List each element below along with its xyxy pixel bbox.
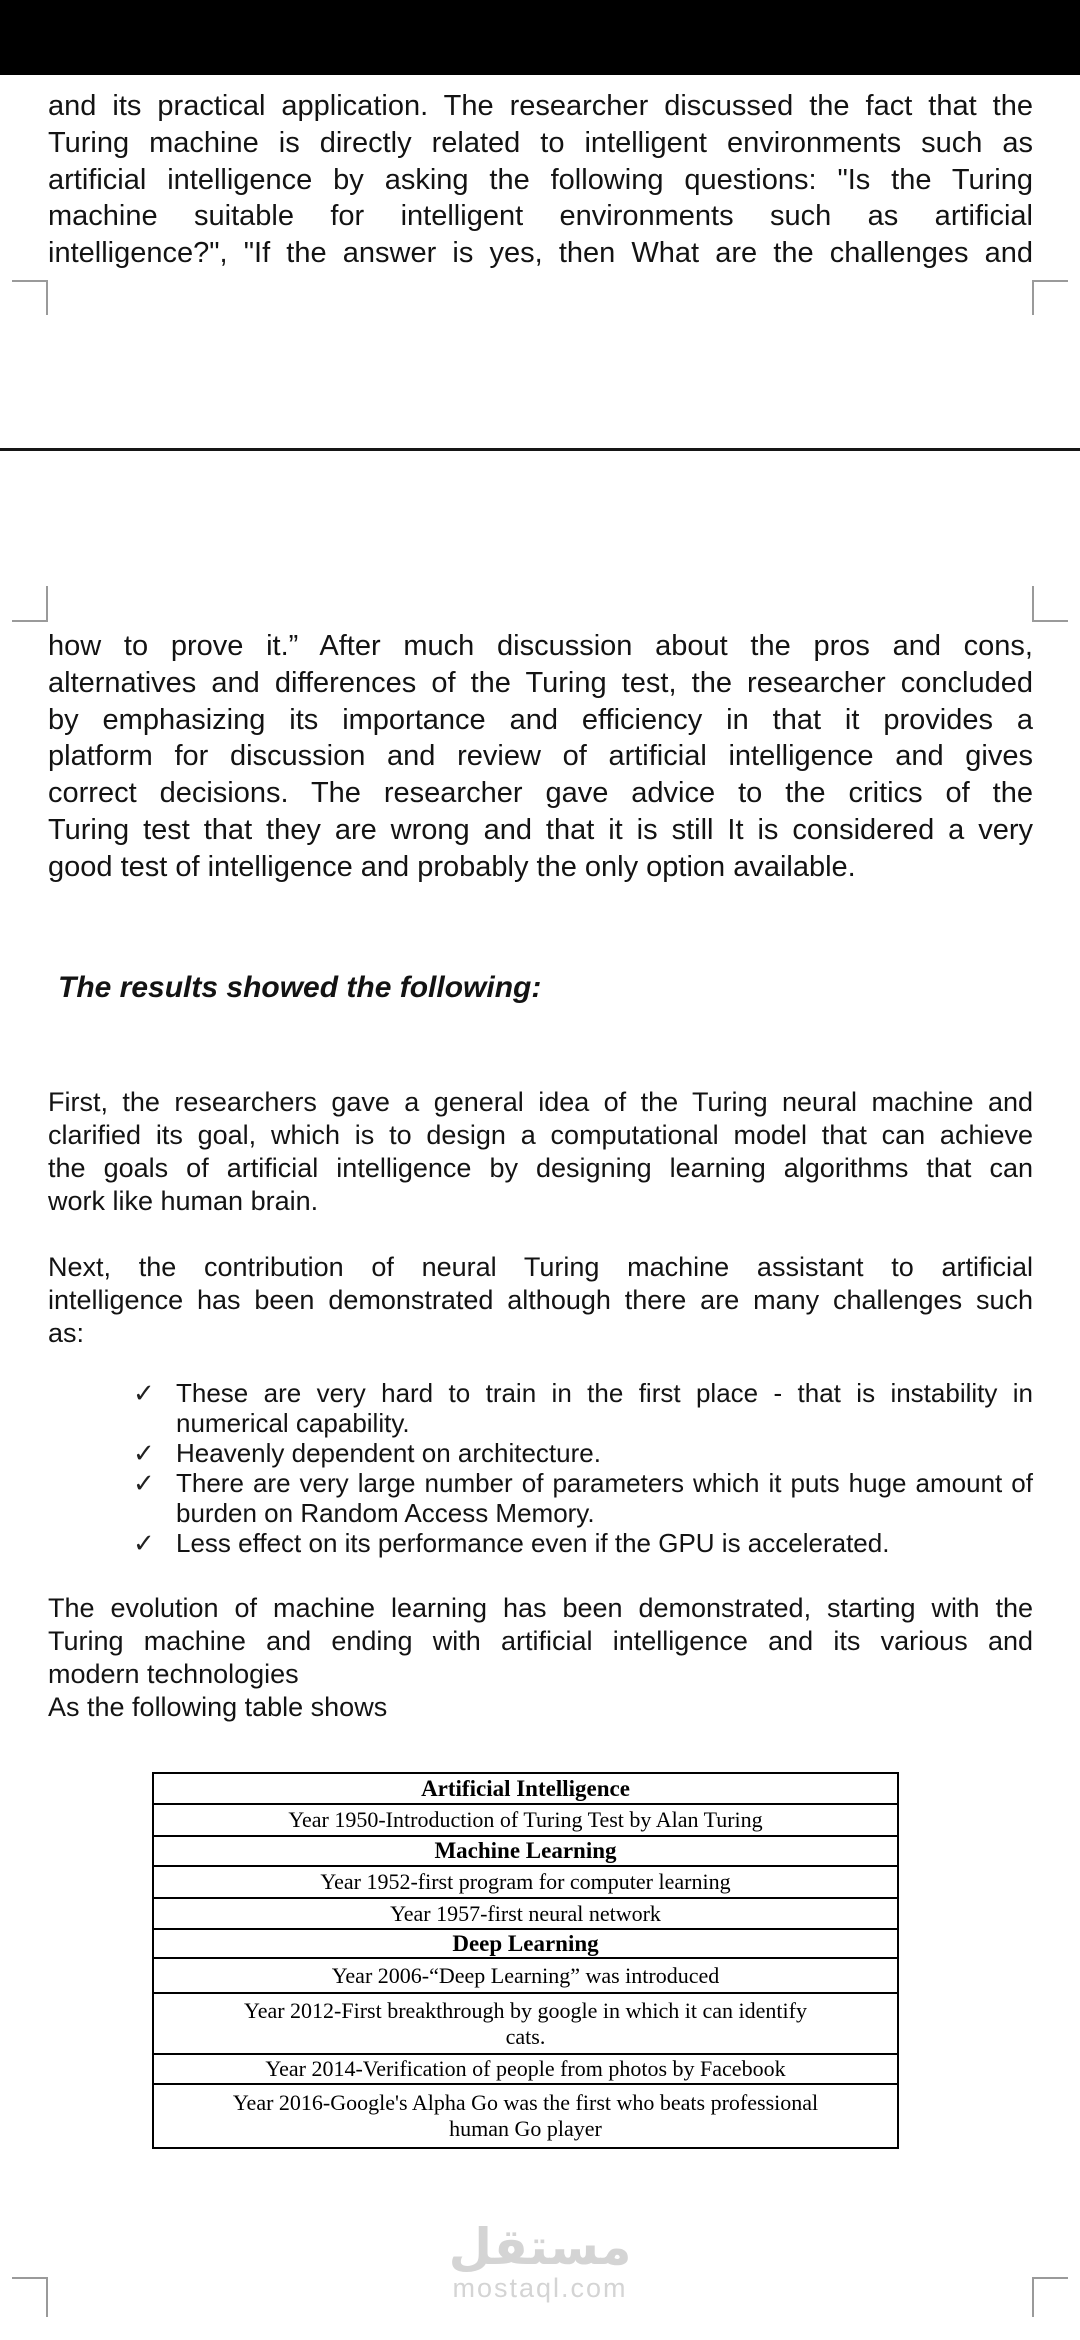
table-cell-line: Year 1957-first neural network: [390, 1900, 661, 1926]
text-line: good test of intelligence and probably the only option available.: [48, 850, 856, 883]
paragraph-conclusion: [48, 628, 1033, 886]
list-item-text: [176, 1438, 1033, 1468]
text-line: Heavenly dependent on architecture.: [176, 1438, 601, 1468]
text-line: burden on Random Access Memory.: [176, 1498, 595, 1528]
list-item: [133, 1438, 1033, 1468]
crop-mark-page2-top-right: [1032, 586, 1068, 622]
watermark: [0, 2218, 1080, 2303]
list-item-text: [176, 1528, 1033, 1558]
text-line: as:: [48, 1318, 85, 1348]
top-black-bar: [0, 0, 1080, 75]
text-line: clarified its goal, which is to design a computational model that can achieve: [48, 1120, 1033, 1150]
checkmark-icon: ✓: [133, 1438, 155, 1468]
table-row: [154, 1930, 897, 1959]
page-separator-line: [0, 448, 1080, 451]
mostaql-domain: mostaql.com: [452, 2273, 628, 2303]
table-row: [154, 1867, 897, 1899]
mostaql-logo: مستقل: [448, 2218, 632, 2276]
text-line: platform for discussion and review of artificial intelligence and gives: [48, 740, 1033, 773]
text-line: modern technologies: [48, 1659, 299, 1689]
table-cell-line: Year 2014-Verification of people from photos by Facebook: [265, 2056, 786, 2081]
text-line: Turing machine is directly related to intelligent environments such as: [48, 126, 1033, 159]
table-cell-line: human Go player: [449, 2116, 602, 2141]
text-line: by emphasizing its importance and efficiency in that it provides a: [48, 703, 1033, 736]
list-item-text: [176, 1378, 1033, 1438]
text-line: the goals of artificial intelligence by designing learning algorithms that can: [48, 1153, 1033, 1183]
table-row: [154, 1805, 897, 1837]
crop-mark-page2-top-left: [12, 586, 48, 622]
table-row: [154, 2085, 897, 2147]
table-row: [154, 1899, 897, 1930]
checkmark-icon: ✓: [133, 1528, 155, 1558]
table-row: [154, 1994, 897, 2055]
table-cell-line: Year 2006-“Deep Learning” was introduced: [331, 1962, 720, 1988]
table-row: [154, 1774, 897, 1805]
text-line: These are very hard to train in the first place - that is instability in: [176, 1378, 1033, 1408]
table-cell-line: Year 1952-first program for computer learning: [320, 1869, 731, 1894]
text-line: There are very large number of parameters which it puts huge amount of: [176, 1468, 1033, 1498]
table-row: [154, 1959, 897, 1994]
crop-mark-page1-bottom-left: [12, 280, 48, 315]
text-line: correct decisions. The researcher gave advice to the critics of the: [48, 777, 1033, 810]
list-item: [133, 1468, 1033, 1528]
table-row: [154, 1837, 897, 1867]
text-line: First, the researchers gave a general idea of the Turing neural machine and: [48, 1087, 1033, 1117]
crop-mark-page1-bottom-right: [1032, 280, 1068, 315]
text-line: Turing machine and ending with artificial intelligence and its various and: [48, 1626, 1033, 1656]
text-line: artificial intelligence by asking the following questions: "Is the Turing: [48, 163, 1033, 196]
paragraph-page1: [48, 88, 1033, 272]
text-line: how to prove it.” After much discussion about the pros and cons,: [48, 630, 1033, 662]
table-cell-line: Year 2012-First breakthrough by google in which it can identify: [244, 1997, 807, 2023]
checkmark-icon: ✓: [133, 1378, 155, 1408]
paragraph-first: [48, 1086, 1033, 1218]
table-cell-line: Machine Learning: [434, 1838, 617, 1863]
results-heading: The results showed the following:: [58, 971, 542, 1004]
text-line: intelligence has been demonstrated although there are many challenges such: [48, 1285, 1033, 1315]
table-cell-line: cats.: [505, 2023, 546, 2049]
text-line: alternatives and differences of the Turing test, the researcher concluded: [48, 666, 1033, 699]
text-line: machine suitable for intelligent environments such as artificial: [48, 200, 1033, 233]
text-line: Next, the contribution of neural Turing machine assistant to artificial: [48, 1252, 1033, 1282]
list-item-text: [176, 1468, 1033, 1528]
challenges-bullet-list: [133, 1378, 1033, 1558]
table-row: [154, 2055, 897, 2085]
text-line: work like human brain.: [48, 1186, 319, 1216]
ai-timeline-table: [152, 1772, 899, 2149]
text-line: Less effect on its performance even if the GPU is accelerated.: [176, 1528, 890, 1558]
checkmark-icon: ✓: [133, 1468, 155, 1498]
list-item: [133, 1528, 1033, 1558]
paragraph-next: [48, 1251, 1033, 1350]
text-line: The evolution of machine learning has been demonstrated, starting with the: [48, 1593, 1033, 1623]
table-cell-line: Artificial Intelligence: [421, 1775, 630, 1801]
list-item: [133, 1378, 1033, 1438]
table-cell-line: Deep Learning: [452, 1930, 599, 1956]
text-line: and its practical application. The researcher discussed the fact that the: [48, 90, 1033, 122]
table-cell-line: Year 1950-Introduction of Turing Test by Alan Turing: [288, 1807, 763, 1832]
text-line: Turing test that they are wrong and that it is still It is considered a very: [48, 813, 1033, 846]
paragraph-evolution: [48, 1592, 1033, 1724]
text-line: intelligence?", "If the answer is yes, then What are the challenges and: [48, 237, 1033, 270]
table-cell-line: Year 2016-Google's Alpha Go was the first who beats professional: [232, 2090, 819, 2115]
text-line: numerical capability.: [176, 1408, 410, 1438]
text-line: As the following table shows: [48, 1692, 388, 1722]
